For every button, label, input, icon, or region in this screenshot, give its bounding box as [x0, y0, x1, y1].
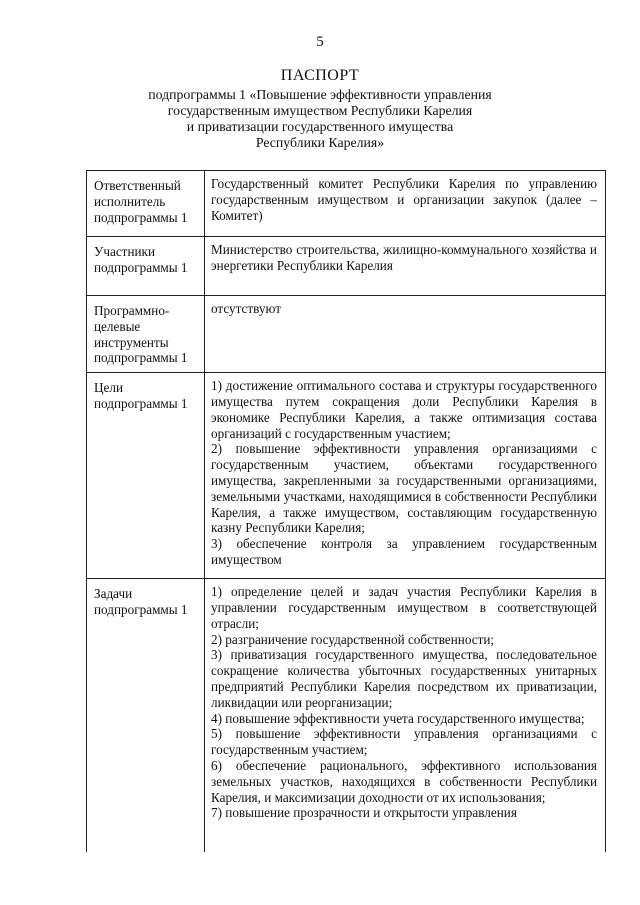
page-number: 5: [316, 34, 324, 50]
table-row-participants: [87, 237, 606, 296]
value-item: 2) повышение эффективности управления организациями с государственным участием, объектами государственного имущества, закрепленными за государственными организациями, земельными участками, находящимися в собственности Республики Карелия, а также имуществом, составляющим государственную казну Республики Карелия;: [211, 441, 597, 536]
row-value: [205, 579, 606, 853]
subtitle-line: государственным имуществом Республики Карелия: [167, 103, 473, 118]
row-label: Ответственный исполнитель подпрограммы 1: [87, 171, 205, 237]
value-item: 6) обеспечение рационального, эффективного использования земельных участков, находящихся в собственности Республики Карелия, и максимизации доходности от их использования;: [211, 757, 597, 805]
value-item: 5) повышение эффективности управления организациями с государственным участием;: [211, 726, 597, 758]
subtitle-line: Республики Карелия»: [255, 135, 385, 150]
row-label: Цели подпрограммы 1: [87, 373, 205, 579]
value-item: 7) повышение прозрачности и открытости управления: [211, 805, 517, 821]
table-row-responsible: [87, 171, 606, 237]
subtitle-line: и приватизации государственного имущества: [186, 119, 454, 134]
table-row-tasks: [87, 579, 606, 853]
row-label: Программно-целевые инструменты подпрограммы 1: [87, 296, 205, 373]
passport-table: [86, 170, 606, 852]
row-value: [205, 296, 606, 373]
row-label: Участники подпрограммы 1: [87, 237, 205, 296]
value-item: Министерство строительства, жилищно-коммунального хозяйства и энергетики Республики Карелия: [211, 242, 597, 273]
value-item: 3) обеспечение контроля за управлением государственным имуществом: [211, 536, 597, 567]
value-item: 1) достижение оптимального состава и структуры государственного имущества путем сокращения доли Республики Карелия в экономике Республики Карелия, а также оптимизация состава организаций с государственным участием;: [211, 378, 597, 441]
table-row-goals: [87, 373, 606, 579]
value-item: 1) определение целей и задач участия Республики Карелия в управлении государственным имуществом в соответствующей отрасли;: [211, 584, 597, 631]
value-item: 3) приватизация государственного имущества, последовательное сокращение количества убыточных государственных унитарных предприятий Республики Карелия посредством их приватизации, ликвидации или реорганизации;: [211, 647, 597, 710]
value-item: Государственный комитет Республики Карелия по управлению государственным имуществом и организации закупок (далее – Комитет): [211, 176, 597, 223]
document-title: ПАСПОРТ: [280, 67, 360, 84]
row-value: [205, 171, 606, 237]
value-item: 2) разграничение государственной собственности;: [211, 631, 495, 647]
table-row-instruments: [87, 296, 606, 373]
value-item: отсутствуют: [211, 301, 281, 316]
subtitle-line: подпрограммы 1 «Повышение эффективности управления: [148, 87, 492, 102]
row-label: Задачи подпрограммы 1: [87, 579, 205, 853]
document-heading: [0, 67, 640, 151]
row-value: [205, 237, 606, 296]
row-value: [205, 373, 606, 579]
value-item: 4) повышение эффективности учета государственного имущества;: [211, 710, 585, 726]
